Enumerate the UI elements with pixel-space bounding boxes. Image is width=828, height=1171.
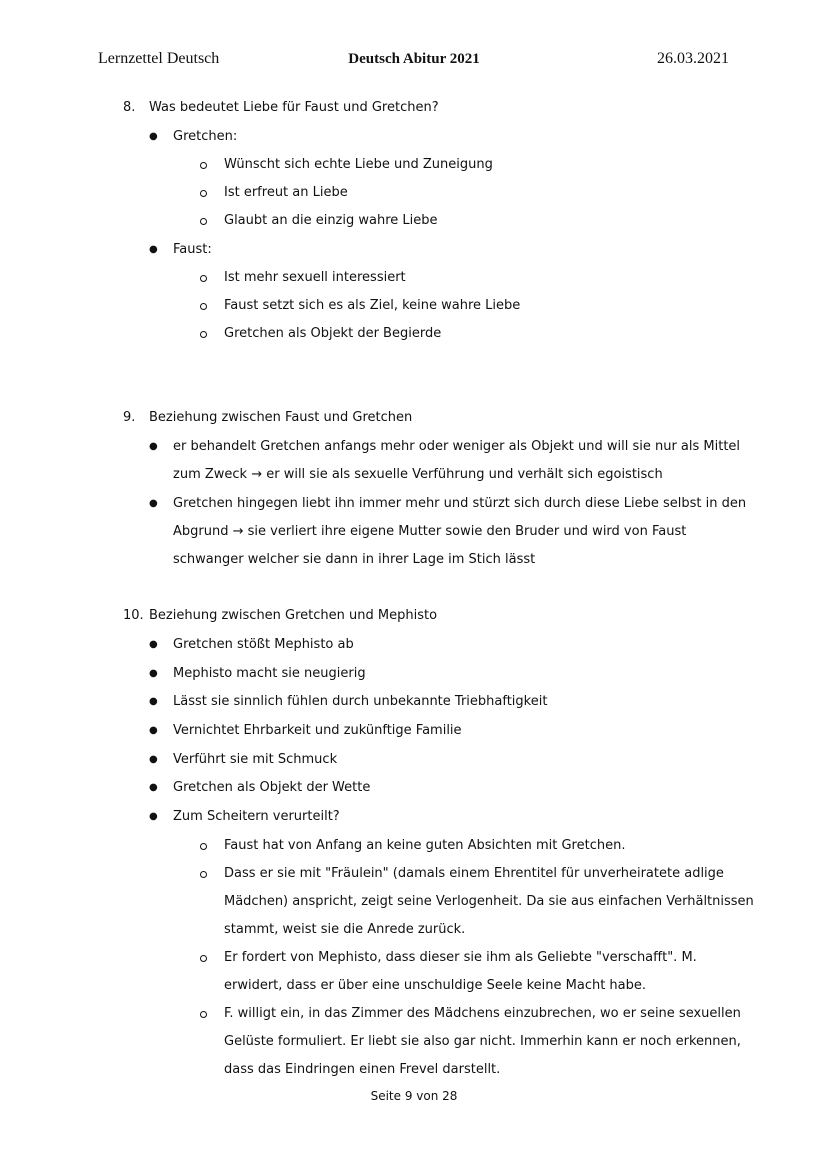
section-title: Was bedeutet Liebe für Faust und Gretchen? — [149, 100, 439, 115]
bullet-icon: ● — [149, 782, 158, 793]
list-item: Faust: — [173, 242, 212, 257]
paragraph-line: schwanger welcher sie dann in ihrer Lage im Stich lässt — [173, 552, 536, 567]
circle-bullet-icon — [200, 843, 207, 850]
section-title: Beziehung zwischen Faust und Gretchen — [149, 410, 413, 425]
section-number: 8. — [123, 100, 136, 115]
sub-list-item: Gelüste formuliert. Er liebt sie also gar nicht. Immerhin kann er noch erkennen, — [224, 1034, 741, 1049]
sub-list-item: F. willigt ein, in das Zimmer des Mädchens einzubrechen, wo er seine sexuellen — [224, 1006, 741, 1021]
circle-bullet-icon — [200, 218, 207, 225]
paragraph-line: zum Zweck → er will sie als sexuelle Verführung und verhält sich egoistisch — [173, 467, 663, 482]
circle-bullet-icon — [200, 1011, 207, 1018]
circle-bullet-icon — [200, 871, 207, 878]
paragraph-line: Abgrund → sie verliert ihre eigene Mutter sowie den Bruder und wird von Faust — [173, 524, 687, 539]
sub-list-item: Mädchen) anspricht, zeigt seine Verlogenheit. Da sie aus einfachen Verhältnissen — [224, 894, 754, 909]
section-title: Beziehung zwischen Gretchen und Mephisto — [149, 608, 438, 623]
sub-list-item: Ist mehr sexuell interessiert — [224, 270, 406, 285]
bullet-icon: ● — [149, 498, 158, 509]
sub-list-item: Faust setzt sich es als Ziel, keine wahre Liebe — [224, 298, 521, 313]
section-number: 9. — [123, 410, 136, 425]
list-item: Gretchen stößt Mephisto ab — [173, 637, 354, 652]
list-item: Lässt sie sinnlich fühlen durch unbekannte Triebhaftigkeit — [173, 694, 548, 709]
bullet-icon: ● — [149, 244, 158, 255]
list-item: Vernichtet Ehrbarkeit und zukünftige Familie — [173, 723, 462, 738]
sub-list-item: Gretchen als Objekt der Begierde — [224, 326, 442, 341]
header-left: Lernzettel Deutsch — [98, 50, 220, 67]
list-item: Zum Scheitern verurteilt? — [173, 809, 340, 824]
list-item: Verführt sie mit Schmuck — [173, 752, 338, 767]
sub-list-item: stammt, weist sie die Anrede zurück. — [224, 922, 466, 937]
bullet-icon: ● — [149, 668, 158, 679]
circle-bullet-icon — [200, 190, 207, 197]
sub-list-item: Er fordert von Mephisto, dass dieser sie ihm als Geliebte "verschafft". M. — [224, 950, 697, 965]
paragraph-line: er behandelt Gretchen anfangs mehr oder weniger als Objekt und will sie nur als Mittel — [173, 439, 741, 454]
bullet-icon: ● — [149, 639, 158, 650]
circle-bullet-icon — [200, 275, 207, 282]
circle-bullet-icon — [200, 303, 207, 310]
paragraph-line: Gretchen hingegen liebt ihn immer mehr und stürzt sich durch diese Liebe selbst in den — [173, 496, 747, 511]
list-item: Gretchen: — [173, 129, 238, 144]
sub-list-item: Dass er sie mit "Fräulein" (damals einem Ehrentitel für unverheiratete adlige — [224, 866, 724, 881]
bullet-icon: ● — [149, 696, 158, 707]
header-date: 26.03.2021 — [657, 50, 729, 67]
circle-bullet-icon — [200, 331, 207, 338]
page-number: Seite 9 von 28 — [370, 1089, 458, 1103]
header-title: Deutsch Abitur 2021 — [348, 51, 480, 67]
list-item: Gretchen als Objekt der Wette — [173, 780, 371, 795]
section-number: 10. — [123, 608, 144, 623]
bullet-icon: ● — [149, 754, 158, 765]
bullet-icon: ● — [149, 725, 158, 736]
list-item: Mephisto macht sie neugierig — [173, 666, 366, 681]
bullet-icon: ● — [149, 131, 158, 142]
circle-bullet-icon — [200, 955, 207, 962]
sub-list-item: Faust hat von Anfang an keine guten Absichten mit Gretchen. — [224, 838, 626, 853]
sub-list-item: Glaubt an die einzig wahre Liebe — [224, 213, 438, 228]
sub-list-item: dass das Eindringen einen Frevel darstellt. — [224, 1062, 501, 1077]
sub-list-item: erwidert, dass er über eine unschuldige Seele keine Macht habe. — [224, 978, 647, 993]
circle-bullet-icon — [200, 162, 207, 169]
sub-list-item: Ist erfreut an Liebe — [224, 185, 348, 200]
bullet-icon: ● — [149, 811, 158, 822]
bullet-icon: ● — [149, 441, 158, 452]
sub-list-item: Wünscht sich echte Liebe und Zuneigung — [224, 157, 493, 172]
